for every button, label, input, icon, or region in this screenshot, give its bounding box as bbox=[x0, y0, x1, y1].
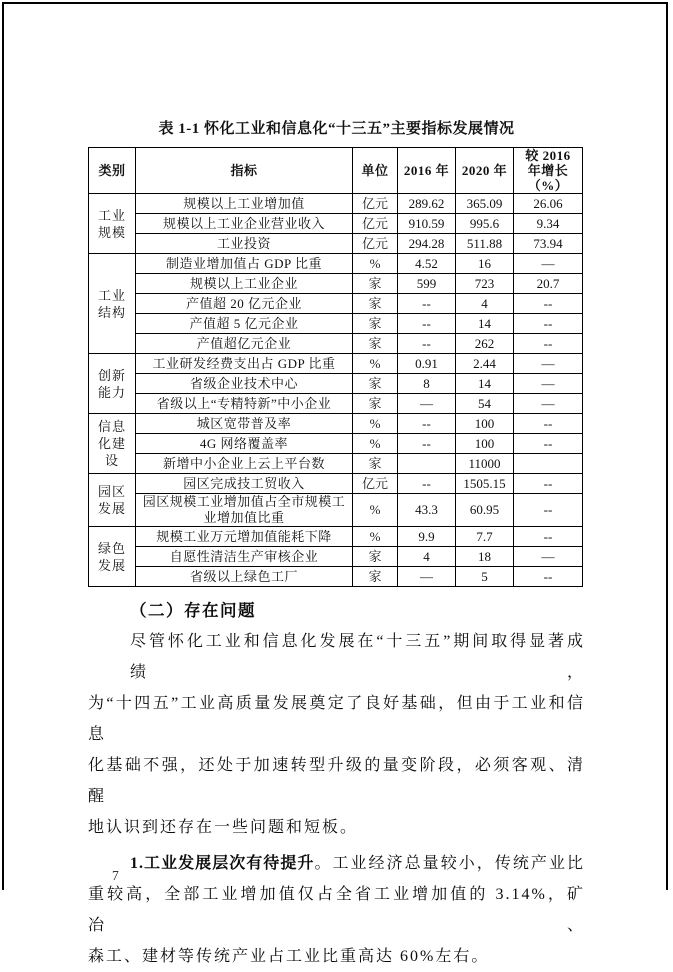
value-2016-cell: 289.62 bbox=[398, 194, 456, 214]
value-2020-cell: 365.09 bbox=[456, 194, 514, 214]
value-2020-cell: 16 bbox=[456, 254, 514, 274]
table-row bbox=[89, 454, 583, 474]
body-paragraph-1 bbox=[88, 626, 585, 843]
table-row bbox=[89, 547, 583, 567]
value-2020-cell: 54 bbox=[456, 394, 514, 414]
growth-cell: 73.94 bbox=[514, 234, 583, 254]
table-row bbox=[89, 194, 583, 214]
unit-cell: % bbox=[353, 254, 398, 274]
table-row bbox=[89, 374, 583, 394]
growth-cell: — bbox=[514, 254, 583, 274]
growth-cell: — bbox=[514, 354, 583, 374]
category-cell: 绿色发展 bbox=[89, 527, 136, 587]
value-2016-cell: 0.91 bbox=[398, 354, 456, 374]
indicator-cell: 规模工业万元增加值能耗下降 bbox=[136, 527, 353, 547]
table-row bbox=[89, 274, 583, 294]
growth-cell: 26.06 bbox=[514, 194, 583, 214]
unit-cell: 家 bbox=[353, 394, 398, 414]
table-row bbox=[89, 434, 583, 454]
value-2020-cell: 14 bbox=[456, 314, 514, 334]
category-cell: 园区发展 bbox=[89, 474, 136, 527]
paragraph-line: 为“十四五”工业高质量发展奠定了良好基础，但由于工业和信息 bbox=[88, 695, 585, 743]
value-2016-cell: 294.28 bbox=[398, 234, 456, 254]
indicators-table bbox=[88, 147, 583, 587]
value-2016-cell: -- bbox=[398, 294, 456, 314]
indicator-cell: 产值超 5 亿元企业 bbox=[136, 314, 353, 334]
paragraph-line bbox=[88, 848, 585, 879]
section-heading: （二）存在问题 bbox=[130, 601, 256, 620]
indicator-cell: 工业投资 bbox=[136, 234, 353, 254]
value-2016-cell: -- bbox=[398, 434, 456, 454]
growth-cell: -- bbox=[514, 414, 583, 434]
growth-cell: -- bbox=[514, 314, 583, 334]
category-cell: 工业规模 bbox=[89, 194, 136, 254]
table-row bbox=[89, 334, 583, 354]
unit-cell: % bbox=[353, 354, 398, 374]
indicator-cell: 园区完成技工贸收入 bbox=[136, 474, 353, 494]
indicator-cell: 产值超 20 亿元企业 bbox=[136, 294, 353, 314]
value-2016-cell: -- bbox=[398, 414, 456, 434]
table-row bbox=[89, 567, 583, 587]
paragraph-line: 重较高，全部工业增加值仅占全省工业增加值的 3.14%，矿冶、 bbox=[88, 886, 585, 934]
indicator-cell: 4G 网络覆盖率 bbox=[136, 434, 353, 454]
category-cell: 信息化建设 bbox=[89, 414, 136, 474]
unit-cell: 家 bbox=[353, 314, 398, 334]
table-row bbox=[89, 474, 583, 494]
value-2020-cell: 7.7 bbox=[456, 527, 514, 547]
growth-cell: — bbox=[514, 394, 583, 414]
table-row bbox=[89, 354, 583, 374]
value-2016-cell: 4.52 bbox=[398, 254, 456, 274]
value-2020-cell: 723 bbox=[456, 274, 514, 294]
unit-cell: 亿元 bbox=[353, 214, 398, 234]
unit-cell: 家 bbox=[353, 334, 398, 354]
growth-cell: — bbox=[514, 374, 583, 394]
table-row bbox=[89, 394, 583, 414]
value-2020-cell: 11000 bbox=[456, 454, 514, 474]
paragraph-line: 地认识到还存在一些问题和短板。 bbox=[88, 819, 359, 836]
unit-cell: 亿元 bbox=[353, 474, 398, 494]
growth-cell: — bbox=[514, 547, 583, 567]
header-unit: 单位 bbox=[353, 148, 398, 194]
category-cell: 工业结构 bbox=[89, 254, 136, 354]
unit-cell: 家 bbox=[353, 454, 398, 474]
unit-cell: 亿元 bbox=[353, 194, 398, 214]
header-2020: 2020 年 bbox=[456, 148, 514, 194]
paragraph-text: 。工业经济总量较小，传统产业比 bbox=[314, 855, 585, 872]
indicator-cell: 产值超亿元企业 bbox=[136, 334, 353, 354]
unit-cell: % bbox=[353, 494, 398, 527]
paragraph-line: 化基础不强，还处于加速转型升级的量变阶段，必须客观、清醒 bbox=[88, 757, 585, 805]
value-2020-cell: 995.6 bbox=[456, 214, 514, 234]
table-row bbox=[89, 314, 583, 334]
value-2016-cell: -- bbox=[398, 314, 456, 334]
value-2020-cell: 60.95 bbox=[456, 494, 514, 527]
value-2020-cell: 262 bbox=[456, 334, 514, 354]
value-2016-cell: -- bbox=[398, 334, 456, 354]
indicator-cell: 规模以上工业企业 bbox=[136, 274, 353, 294]
value-2016-cell: 8 bbox=[398, 374, 456, 394]
indicator-cell: 工业研发经费支出占 GDP 比重 bbox=[136, 354, 353, 374]
table-body bbox=[89, 194, 583, 587]
value-2016-cell: 43.3 bbox=[398, 494, 456, 527]
value-2020-cell: 100 bbox=[456, 434, 514, 454]
unit-cell: 家 bbox=[353, 374, 398, 394]
unit-cell: 亿元 bbox=[353, 234, 398, 254]
table-row bbox=[89, 414, 583, 434]
table-title: 表 1-1 怀化工业和信息化“十三五”主要指标发展情况 bbox=[158, 121, 515, 137]
table-header-row bbox=[89, 148, 583, 194]
unit-cell: 家 bbox=[353, 567, 398, 587]
indicator-cell: 规模以上工业增加值 bbox=[136, 194, 353, 214]
table-row bbox=[89, 494, 583, 527]
table-row bbox=[89, 294, 583, 314]
growth-cell: -- bbox=[514, 294, 583, 314]
value-2020-cell: 4 bbox=[456, 294, 514, 314]
value-2016-cell: — bbox=[398, 394, 456, 414]
header-indicator: 指标 bbox=[136, 148, 353, 194]
indicator-cell: 省级以上“专精特新”中小企业 bbox=[136, 394, 353, 414]
value-2016-cell: 4 bbox=[398, 547, 456, 567]
growth-cell: 20.7 bbox=[514, 274, 583, 294]
indicator-cell: 自愿性清洁生产审核企业 bbox=[136, 547, 353, 567]
growth-cell: -- bbox=[514, 474, 583, 494]
growth-cell: 9.34 bbox=[514, 214, 583, 234]
indicator-cell: 新增中小企业上云上平台数 bbox=[136, 454, 353, 474]
unit-cell: % bbox=[353, 527, 398, 547]
table-header bbox=[89, 148, 583, 194]
header-2016: 2016 年 bbox=[398, 148, 456, 194]
unit-cell: 家 bbox=[353, 547, 398, 567]
unit-cell: 家 bbox=[353, 294, 398, 314]
section-problems bbox=[88, 595, 585, 972]
growth-cell bbox=[514, 454, 583, 474]
growth-cell: -- bbox=[514, 494, 583, 527]
paragraph-bold-lead: 1.工业发展层次有待提升 bbox=[130, 855, 315, 872]
header-growth: 较 2016 年增长（%） bbox=[514, 148, 583, 194]
value-2020-cell: 511.88 bbox=[456, 234, 514, 254]
growth-cell: -- bbox=[514, 567, 583, 587]
value-2020-cell: 100 bbox=[456, 414, 514, 434]
indicator-cell: 城区宽带普及率 bbox=[136, 414, 353, 434]
indicator-cell: 省级企业技术中心 bbox=[136, 374, 353, 394]
growth-cell: -- bbox=[514, 334, 583, 354]
table-row bbox=[89, 214, 583, 234]
indicator-cell: 制造业增加值占 GDP 比重 bbox=[136, 254, 353, 274]
table-row bbox=[89, 254, 583, 274]
paragraph-line: 森工、建材等传统产业占工业比重高达 60%左右。 bbox=[88, 948, 490, 965]
table-row bbox=[89, 234, 583, 254]
category-cell: 创新能力 bbox=[89, 354, 136, 414]
value-2020-cell: 1505.15 bbox=[456, 474, 514, 494]
value-2020-cell: 18 bbox=[456, 547, 514, 567]
value-2016-cell: 9.9 bbox=[398, 527, 456, 547]
value-2016-cell: -- bbox=[398, 474, 456, 494]
unit-cell: % bbox=[353, 414, 398, 434]
body-paragraph-2 bbox=[88, 848, 585, 972]
indicator-cell: 规模以上工业企业营业收入 bbox=[136, 214, 353, 234]
growth-cell: -- bbox=[514, 434, 583, 454]
unit-cell: 家 bbox=[353, 274, 398, 294]
page-number: 7 bbox=[112, 868, 119, 883]
value-2016-cell: 599 bbox=[398, 274, 456, 294]
table-row bbox=[89, 527, 583, 547]
paragraph-line: 尽管怀化工业和信息化发展在“十三五”期间取得显著成绩， bbox=[130, 633, 585, 681]
value-2020-cell: 2.44 bbox=[456, 354, 514, 374]
indicator-cell: 省级以上绿色工厂 bbox=[136, 567, 353, 587]
value-2020-cell: 5 bbox=[456, 567, 514, 587]
growth-cell: -- bbox=[514, 527, 583, 547]
header-category: 类别 bbox=[89, 148, 136, 194]
unit-cell: % bbox=[353, 434, 398, 454]
value-2016-cell: — bbox=[398, 567, 456, 587]
value-2016-cell: 910.59 bbox=[398, 214, 456, 234]
page-content bbox=[88, 118, 585, 972]
indicator-cell: 园区规模工业增加值占全市规模工业增加值比重 bbox=[136, 494, 353, 527]
value-2016-cell bbox=[398, 454, 456, 474]
value-2020-cell: 14 bbox=[456, 374, 514, 394]
